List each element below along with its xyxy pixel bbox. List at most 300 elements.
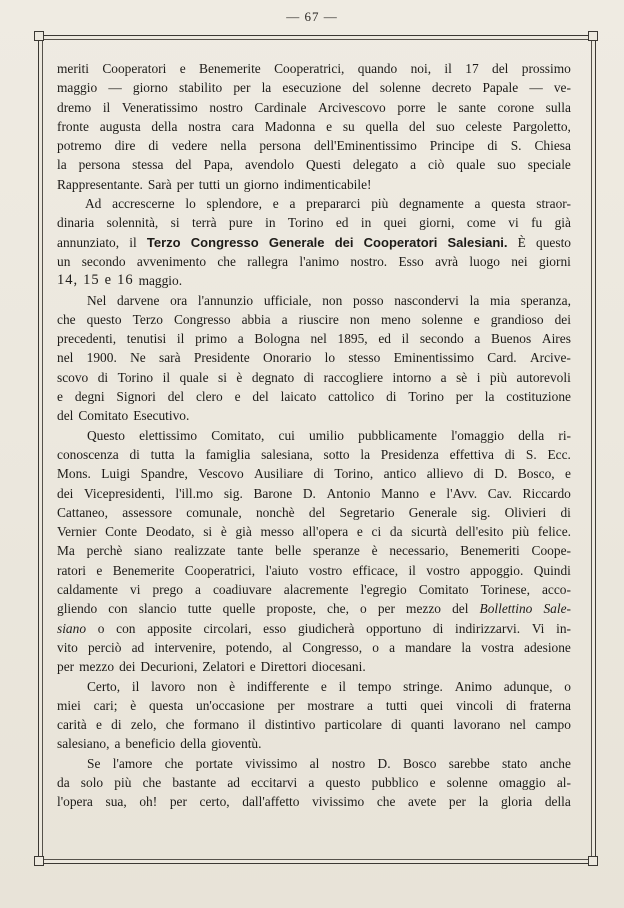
text-line — [57, 426, 571, 445]
word: di — [303, 369, 315, 385]
text-line — [57, 252, 571, 271]
word: per — [176, 176, 194, 192]
word: apposite — [147, 620, 192, 636]
word: Cav. — [487, 485, 512, 501]
word: autorevoli — [516, 369, 571, 385]
word: questo — [86, 311, 122, 327]
word: quelle — [222, 601, 256, 617]
word: degni — [74, 389, 105, 405]
word: è — [371, 543, 378, 559]
word: che — [165, 717, 185, 733]
word: raccogliere — [323, 369, 384, 385]
word: luogo — [469, 253, 500, 269]
word: dell'esito — [455, 524, 504, 540]
border-corner-ornament — [34, 856, 44, 866]
word: lavoro — [151, 678, 186, 694]
word: in — [265, 215, 276, 231]
word: non — [349, 311, 370, 327]
word: Bosco — [402, 755, 437, 771]
word: anche — [539, 755, 571, 771]
page-number: — 67 — — [286, 9, 338, 24]
word: ratori — [57, 562, 86, 578]
word: allievo — [426, 466, 464, 482]
word: non — [322, 292, 343, 308]
word: pubblico — [371, 774, 419, 790]
word: ufficiale, — [263, 292, 312, 308]
word: nostro. — [350, 253, 388, 269]
word: solenne — [446, 774, 488, 790]
word: 17 — [465, 61, 479, 76]
word: Arcive- — [529, 350, 571, 366]
word: a — [308, 774, 315, 790]
word: solenne — [379, 80, 421, 96]
word: Signori — [116, 389, 156, 405]
word: Cooperatori — [102, 61, 167, 76]
word: la — [461, 639, 472, 655]
word: i — [476, 369, 481, 385]
word: il — [338, 678, 347, 694]
word: degnamente — [399, 196, 464, 212]
word: clero — [195, 389, 223, 405]
word: tante — [237, 543, 264, 559]
word: del — [352, 80, 369, 96]
word: nella — [220, 138, 247, 154]
word: suo — [497, 157, 516, 173]
text-line — [57, 638, 571, 657]
word: nel — [509, 717, 526, 733]
word: Congresso — [190, 234, 259, 250]
word: comunale, — [186, 504, 242, 520]
word: fu — [531, 215, 543, 231]
word: Riccardo — [522, 485, 571, 501]
word: darvene — [117, 292, 160, 308]
word: e — [565, 466, 571, 482]
word: e — [356, 524, 363, 540]
word: un — [225, 176, 239, 192]
word: siano — [57, 620, 87, 636]
word: o — [97, 620, 105, 636]
word: Principe — [429, 138, 475, 154]
word: indimenticabile! — [283, 176, 372, 192]
word: nonchè — [255, 504, 295, 520]
word: di — [473, 466, 484, 482]
word: ve- — [553, 80, 571, 96]
body-text — [57, 59, 571, 849]
word: eccitarvi — [251, 774, 298, 790]
word: quando — [357, 61, 398, 76]
word: del — [167, 389, 185, 405]
word: ad — [227, 774, 240, 790]
word: Buenos — [491, 331, 532, 347]
word: solenne — [421, 311, 463, 327]
word: sante — [458, 99, 486, 115]
word: Card. — [487, 350, 517, 366]
word: Nel — [87, 292, 107, 308]
word: la — [484, 389, 495, 405]
word: dei — [334, 234, 354, 250]
word: Vicepresidenti, — [84, 485, 165, 501]
word: è — [236, 369, 243, 385]
word: Ad — [85, 196, 102, 212]
word: dinaria — [57, 215, 95, 231]
word: effettiva — [449, 446, 494, 462]
word: ad — [131, 639, 145, 655]
word: augusta — [99, 118, 141, 134]
word: mandare — [405, 639, 452, 655]
word: Animo — [454, 678, 492, 694]
word: elettissimo — [139, 427, 198, 443]
text-line — [57, 213, 571, 232]
word: meno — [380, 311, 411, 327]
word: maggio. — [138, 273, 183, 289]
text-line — [57, 561, 571, 580]
word: tutte — [187, 601, 212, 617]
text-line — [57, 59, 571, 78]
word: Bollettino — [479, 601, 533, 617]
word: Terzo — [146, 234, 181, 250]
word: sè — [456, 369, 468, 385]
word: S. — [510, 138, 522, 154]
word: felice. — [537, 524, 571, 540]
word: sarà — [159, 350, 181, 366]
word: la — [57, 157, 67, 173]
word: cari; — [93, 697, 118, 713]
text-line — [57, 484, 571, 503]
word: speranza, — [520, 292, 571, 308]
word: Cooperatrici, — [184, 562, 256, 578]
word: Ne — [130, 350, 146, 366]
word: a — [440, 369, 447, 385]
word: Se — [87, 755, 101, 771]
word: per — [57, 659, 75, 675]
word: più — [114, 774, 132, 790]
word: sicurtà — [411, 524, 447, 540]
word: con — [108, 601, 128, 617]
word: il — [248, 717, 256, 733]
word: 16 — [117, 272, 134, 289]
word: D. — [302, 485, 316, 501]
word: a — [474, 196, 481, 212]
text-line — [57, 348, 571, 367]
word: lo — [185, 196, 196, 212]
word: del — [308, 504, 326, 520]
word: mostrare — [307, 697, 355, 713]
word: persona — [78, 157, 121, 173]
word: per — [448, 794, 467, 810]
text-line — [57, 406, 571, 425]
word: a — [367, 697, 373, 713]
word: Comitato, — [211, 427, 265, 443]
word: la — [185, 446, 195, 462]
word: a — [410, 157, 417, 173]
word: esecuzione — [282, 80, 342, 96]
word: Veneratissimo — [121, 99, 198, 115]
word: sig. — [223, 485, 243, 501]
word: da — [57, 774, 70, 790]
word: caldamente — [57, 582, 118, 598]
word: Ausiliare — [254, 466, 304, 482]
word: il — [401, 331, 410, 347]
word: fraterna — [529, 697, 571, 713]
word: il — [129, 234, 137, 250]
word: vincoli — [456, 697, 494, 713]
word: al — [282, 639, 293, 655]
word: salesiano, — [57, 736, 110, 752]
word: Papa, — [203, 157, 234, 173]
word: Rappresentante. — [57, 176, 143, 192]
word: di — [391, 717, 402, 733]
word: del — [57, 408, 74, 424]
word: portate — [195, 755, 233, 771]
word: Vernier — [57, 524, 97, 540]
word: non — [197, 678, 218, 694]
word: al- — [556, 774, 571, 790]
word: della — [151, 118, 178, 134]
word: beneficio — [125, 736, 176, 752]
word: avete — [408, 794, 437, 810]
word: Generale — [408, 504, 458, 520]
word: Bosco, — [517, 466, 555, 482]
text-line — [57, 155, 571, 174]
word: formano — [193, 717, 239, 733]
word: stato — [502, 755, 528, 771]
word: Esecutivo. — [133, 408, 190, 424]
word: grandioso — [490, 311, 544, 327]
word: sotto — [323, 446, 350, 462]
word: che — [164, 755, 184, 771]
word: ora — [170, 292, 188, 308]
text-line — [57, 715, 571, 734]
word: omaggio — [498, 774, 546, 790]
word: a — [194, 582, 201, 598]
word: costituzione — [506, 389, 571, 405]
word: Barone — [253, 485, 293, 501]
word: D. — [494, 466, 508, 482]
word: di — [506, 697, 517, 713]
word: Luigi — [101, 466, 131, 482]
word: noi, — [410, 61, 432, 76]
word: e — [95, 717, 102, 733]
word: terrà — [192, 215, 217, 231]
word: Aires — [541, 331, 571, 347]
word: Vescovo — [198, 466, 244, 482]
text-line — [57, 657, 571, 676]
word: dell'Eminentissimo — [313, 138, 417, 154]
word: perciò — [87, 639, 122, 655]
word: è — [130, 697, 137, 713]
text-line — [57, 136, 571, 155]
word: giorni — [538, 253, 571, 269]
word: per — [277, 697, 295, 713]
word: che — [376, 794, 396, 810]
text-line — [57, 503, 571, 522]
word: dei — [57, 485, 74, 501]
word: pure — [228, 215, 253, 231]
word: laicato — [280, 389, 317, 405]
word: conoscenza — [57, 446, 119, 462]
word: l'animo — [299, 253, 340, 269]
word: posso — [353, 292, 384, 308]
text-line — [57, 368, 571, 387]
word: assessore — [122, 504, 173, 520]
word: solennità, — [106, 215, 159, 231]
text-line — [57, 677, 571, 696]
word: tempo — [357, 678, 392, 694]
word: nascondervi — [394, 292, 459, 308]
word: messo — [260, 524, 294, 540]
word: acco- — [541, 582, 571, 598]
word: le — [437, 99, 447, 115]
word: della — [180, 736, 207, 752]
word: persona — [259, 138, 302, 154]
word: gliendo — [57, 601, 98, 617]
word: prossimo — [521, 61, 571, 76]
word: miei — [57, 697, 81, 713]
word: necessario, — [389, 543, 449, 559]
word: delegato — [352, 157, 399, 173]
word: che, — [327, 601, 349, 617]
word: abbia — [241, 311, 271, 327]
word: ed — [378, 331, 391, 347]
word: decreto — [431, 80, 472, 96]
word: maggio — [57, 80, 98, 96]
word: gloria — [500, 794, 533, 810]
word: o — [360, 601, 367, 617]
word: dei — [554, 311, 571, 327]
word: vivissimo — [312, 794, 365, 810]
word: più — [512, 524, 530, 540]
word: il — [444, 61, 452, 76]
word: Antonio — [326, 485, 371, 501]
word: diocesani. — [311, 659, 366, 675]
word: Segretario — [339, 504, 395, 520]
text-line — [57, 194, 571, 213]
word: già — [235, 524, 252, 540]
word: e — [272, 196, 279, 212]
word: il — [102, 99, 111, 115]
word: meriti — [57, 61, 89, 76]
text-line — [57, 464, 571, 483]
word: Ecc. — [547, 446, 571, 462]
word: Presidente — [193, 350, 250, 366]
word: Spandre, — [140, 466, 188, 482]
word: — — [108, 80, 122, 96]
word: solo — [80, 774, 104, 790]
word: vostra — [481, 639, 514, 655]
word: porre — [397, 99, 426, 115]
text-line — [57, 541, 571, 560]
word: come — [466, 215, 496, 231]
word: per — [233, 80, 251, 96]
text-line — [57, 754, 571, 773]
word: nostro — [209, 99, 243, 115]
word: per — [377, 601, 395, 617]
word: di — [487, 138, 498, 154]
word: 1900. — [86, 350, 117, 366]
word: da — [389, 524, 403, 540]
word: speciale — [527, 157, 571, 173]
word: a — [389, 639, 396, 655]
word: zelo, — [130, 717, 157, 733]
word: sarebbe — [448, 755, 490, 771]
word: mia — [489, 292, 511, 308]
word: adesione — [524, 639, 571, 655]
word: intervenire, — [154, 639, 216, 655]
word: giorno — [132, 80, 168, 96]
word: indirizzarvi. — [455, 620, 521, 636]
word: antico — [383, 466, 417, 482]
word: e — [96, 562, 103, 578]
text-line — [57, 233, 571, 252]
word: Arcivescovo — [318, 99, 386, 115]
word: accrescerne — [112, 196, 175, 212]
word: tutti — [385, 697, 408, 713]
word: l'amore — [112, 755, 153, 771]
word: Salesiani. — [447, 234, 508, 250]
word: D. — [377, 755, 391, 771]
word: lavorano — [453, 717, 501, 733]
word: a — [237, 331, 244, 347]
word: di — [504, 446, 516, 462]
word: prego — [152, 582, 183, 598]
word: per — [169, 794, 187, 810]
word: che — [217, 253, 236, 269]
text-line — [57, 696, 571, 715]
word: rallegra — [247, 253, 289, 269]
word: nel — [310, 331, 327, 347]
word: a — [114, 736, 121, 752]
word: nostro — [331, 755, 366, 771]
word: la — [360, 446, 371, 462]
word: siano — [134, 543, 163, 559]
word: dall'affetto — [242, 794, 300, 810]
word: prepararci — [306, 196, 361, 212]
word: e — [234, 389, 241, 405]
word: si — [203, 524, 213, 540]
word: quanti — [410, 717, 445, 733]
word: bastante — [172, 774, 217, 790]
word: si — [170, 215, 180, 231]
word: un'occasione — [196, 697, 265, 713]
word: e — [249, 659, 256, 675]
word: riuscire — [298, 311, 339, 327]
word: precedenti, — [57, 331, 117, 347]
word: avendolo — [244, 157, 295, 173]
word: particolare — [324, 717, 382, 733]
word: ri- — [558, 427, 571, 443]
word: e — [179, 61, 186, 76]
word: Torino — [117, 369, 154, 385]
word: cara — [231, 118, 255, 134]
text-line — [57, 291, 571, 310]
word: l'aiuto — [265, 562, 299, 578]
text-line — [57, 78, 571, 97]
word: suo — [436, 118, 455, 134]
word: efficace, — [352, 562, 399, 578]
word: secondo — [419, 331, 464, 347]
word: della — [518, 427, 545, 443]
word: Zelatori — [202, 659, 245, 675]
text-line — [57, 271, 571, 290]
word: vivissimo — [245, 755, 298, 771]
word: è — [220, 524, 227, 540]
word: del — [452, 601, 469, 617]
word: circolari, — [203, 620, 252, 636]
word: proposte, — [266, 601, 316, 617]
word: con — [116, 620, 136, 636]
word: Questo — [87, 427, 125, 443]
word: dei — [119, 659, 136, 675]
